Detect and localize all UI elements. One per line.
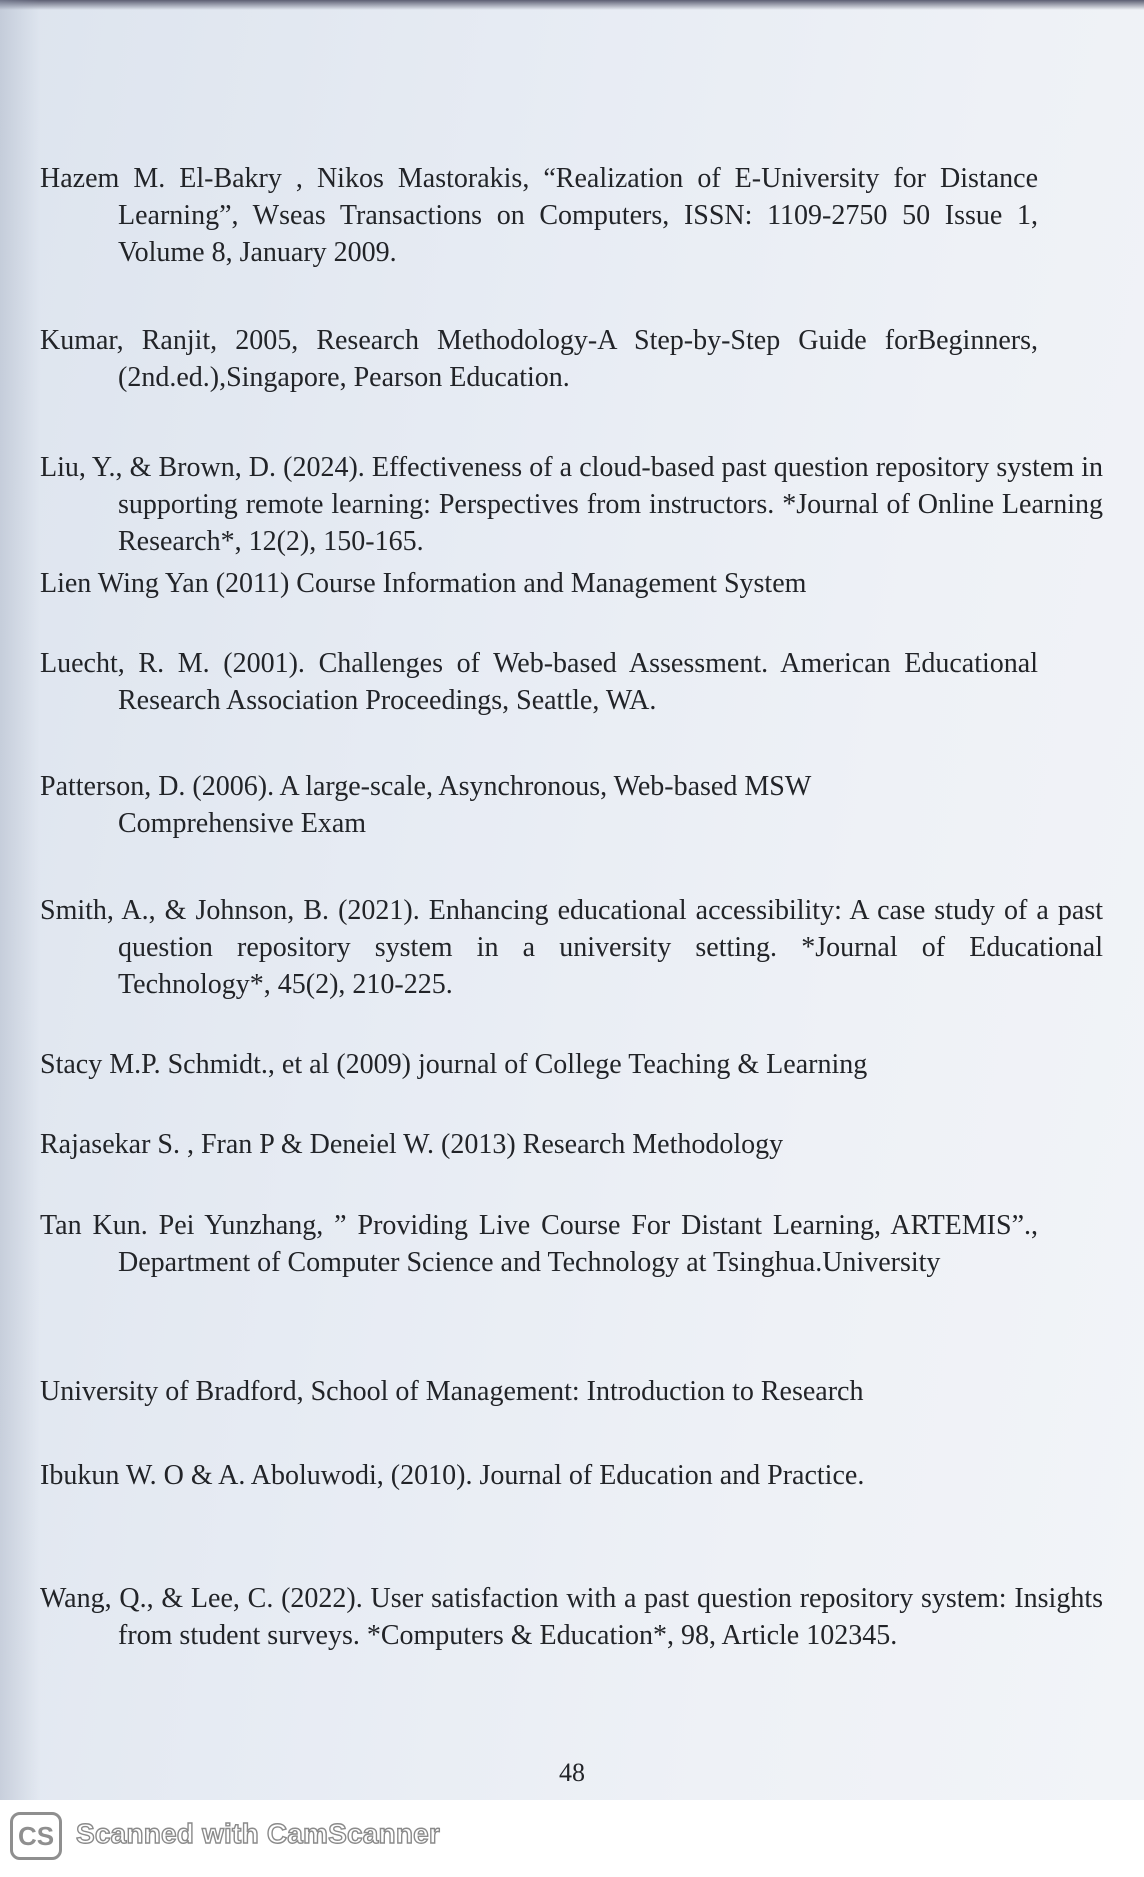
reference-entry: Kumar, Ranjit, 2005, Research Methodology-A Step-by-Step Guide forBeginners,(2nd.ed.),Singapore, Pearson Education. [40, 325, 1038, 393]
reference-entry: Wang, Q., & Lee, C. (2022). User satisfaction with a past question repository system: Insights from student surveys. *Computers & Education*, 98, Article 102345. [40, 1583, 1103, 1651]
page-binding-shadow [0, 0, 40, 1800]
camscanner-logo-icon: CS [10, 1812, 62, 1860]
reference-entry: Rajasekar S. , Fran P & Deneiel W. (2013) Research Methodology [40, 1129, 784, 1160]
reference-entry: Luecht, R. M. (2001). Challenges of Web-based Assessment. American Educational Research Association Proceedings, Seattle, WA. [40, 648, 1038, 716]
reference-entry: Stacy M.P. Schmidt., et al (2009) journal of College Teaching & Learning [40, 1049, 868, 1080]
page-top-shadow [0, 0, 1144, 10]
page-number: 48 [559, 1758, 585, 1787]
reference-entry: Patterson, D. (2006). A large-scale, Asynchronous, Web-based MSW Comprehensive Exam [40, 771, 811, 839]
reference-entry: Liu, Y., & Brown, D. (2024). Effectiveness of a cloud-based past question repository system in supporting remote learning: Perspectives from instructors. *Journal of Online Learning Research*, 12(2), 150-165. [40, 452, 1103, 557]
scanner-footer [0, 1800, 1144, 1877]
reference-entry: Hazem M. El-Bakry , Nikos Mastorakis, “Realization of E-University for Distance Learning”, Wseas Transactions on Computers, ISSN: 1109-2750 50 Issue 1, Volume 8, January 2009. [40, 163, 1038, 268]
reference-entry: University of Bradford, School of Management: Introduction to Research [40, 1376, 864, 1407]
reference-entry: Smith, A., & Johnson, B. (2021). Enhancing educational accessibility: A case study of a past question repository system in a university setting. *Journal of Educational Technology*, 45(2), 210-225. [40, 895, 1103, 1000]
reference-entry: Tan Kun. Pei Yunzhang, ” Providing Live Course For Distant Learning, ARTEMIS”., Department of Computer Science and Technology at Tsinghua.University [40, 1210, 1038, 1278]
reference-entry: Ibukun W. O & A. Aboluwodi, (2010). Journal of Education and Practice. [40, 1460, 865, 1491]
scanner-watermark: Scanned with CamScanner [76, 1818, 441, 1849]
reference-entry: Lien Wing Yan (2011) Course Information and Management System [40, 568, 807, 599]
